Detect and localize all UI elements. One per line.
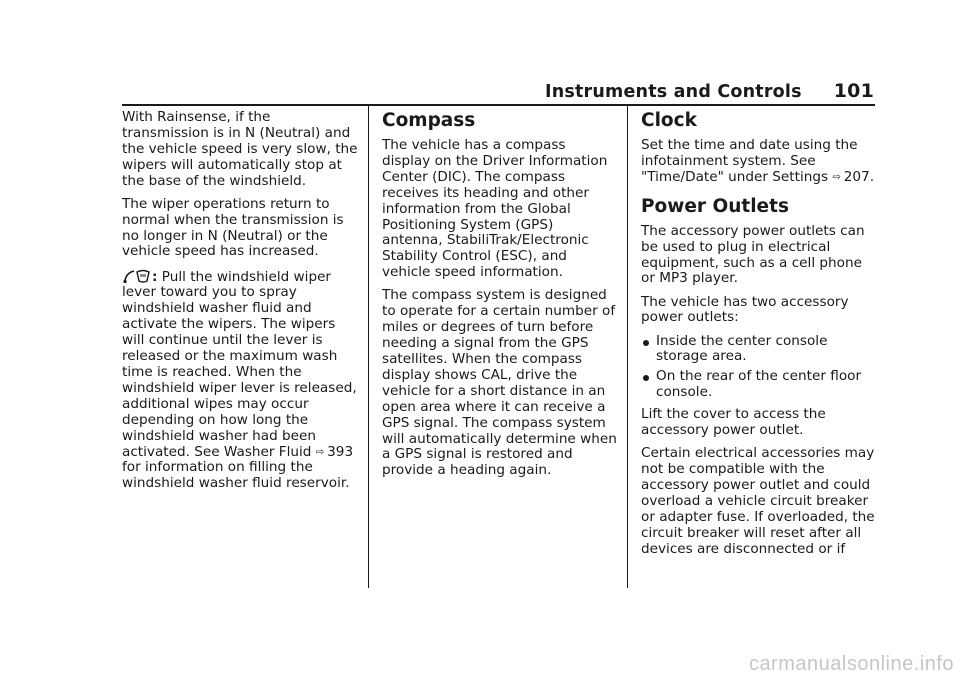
page-ref-arrow-icon: ⇨ xyxy=(315,446,325,458)
clock-heading: Clock xyxy=(641,110,697,131)
list-item-text: On the rear of the center floor console. xyxy=(656,368,862,401)
washer-tail-text: for information on filling the windshield washer fluid reservoir. xyxy=(122,459,350,492)
page-ref-arrow-icon: ⇨ xyxy=(832,171,841,183)
section-title: Instruments and Controls xyxy=(545,82,802,102)
column-divider-2 xyxy=(627,104,628,588)
header-rule xyxy=(122,104,875,106)
power-outlets-heading: Power Outlets xyxy=(641,195,789,217)
washer-paragraph xyxy=(122,268,360,493)
washer-colon: : xyxy=(152,268,158,285)
list-item xyxy=(641,334,877,366)
outlets-paragraph-2: The vehicle has two accessory power outlets: xyxy=(641,293,849,326)
wiper-return-paragraph: The wiper operations return to normal when the transmission is no longer in N (Neutral) or the vehicle speed has increased. xyxy=(122,195,344,260)
washer-fluid-page-ref[interactable]: 393 xyxy=(327,443,354,460)
washer-text: Pull the windshield wiper lever toward you to spray windshield washer fluid and activate the wipers. The wipers will continue until the lever is released or the maximum wash time is reached. When the windshield wiper lever is released, additional wipes may occur depending on how long the windshield washer had been activated. See Washer Fluid xyxy=(122,268,357,460)
compass-paragraph-1: The vehicle has a compass display on the Driver Information Center (DIC). The compass receives its heading and other information from the Global Positioning System (GPS) antenna, StabiliTrak/Electronic Stability Control (ESC), and vehicle speed information. xyxy=(382,137,608,281)
watermark: carmanualsonline.info xyxy=(748,653,954,675)
column-2 xyxy=(382,110,618,486)
compass-heading: Compass xyxy=(382,110,476,131)
bullet-icon xyxy=(643,340,649,346)
settings-page-ref[interactable]: 207. xyxy=(843,168,875,185)
outlets-paragraph-1: The accessory power outlets can be used to plug in electrical equipment, such as a cell phone or MP3 player. xyxy=(641,222,865,287)
column-1 xyxy=(122,110,360,499)
outlet-location-list xyxy=(641,334,877,402)
clock-text: Set the time and date using the infotainment system. See "Time/Date" under Settings xyxy=(641,137,858,185)
windshield-washer-icon xyxy=(122,268,152,284)
clock-paragraph xyxy=(641,138,877,186)
bullet-icon xyxy=(643,375,649,381)
list-item xyxy=(641,369,877,401)
page-number: 101 xyxy=(833,80,874,102)
outlets-paragraph-3: Lift the cover to access the accessory power outlet. xyxy=(641,406,826,439)
outlets-paragraph-4: Certain electrical accessories may not be compatible with the accessory power outlet and could overload a vehicle circuit breaker or adapter fuse. If overloaded, the circuit breaker will reset after all devices are disconnected or if xyxy=(641,445,875,557)
page-header xyxy=(0,80,874,102)
rainsense-paragraph: With Rainsense, if the transmission is in N (Neutral) and the vehicle speed is very slow, the wipers will automatically stop at the base of the windshield. xyxy=(122,109,358,189)
column-divider-1 xyxy=(368,104,369,588)
compass-paragraph-2: The compass system is designed to operate for a certain number of miles or degrees of turn before needing a signal from the GPS satellites. When the compass display shows CAL, drive the vehicle for a short distance in an open area where it can receive a GPS signal. The compass system will automatically determine when a GPS signal is restored and provide a heading again. xyxy=(382,287,617,479)
column-3 xyxy=(641,110,877,565)
list-item-text: Inside the center console storage area. xyxy=(656,332,828,365)
